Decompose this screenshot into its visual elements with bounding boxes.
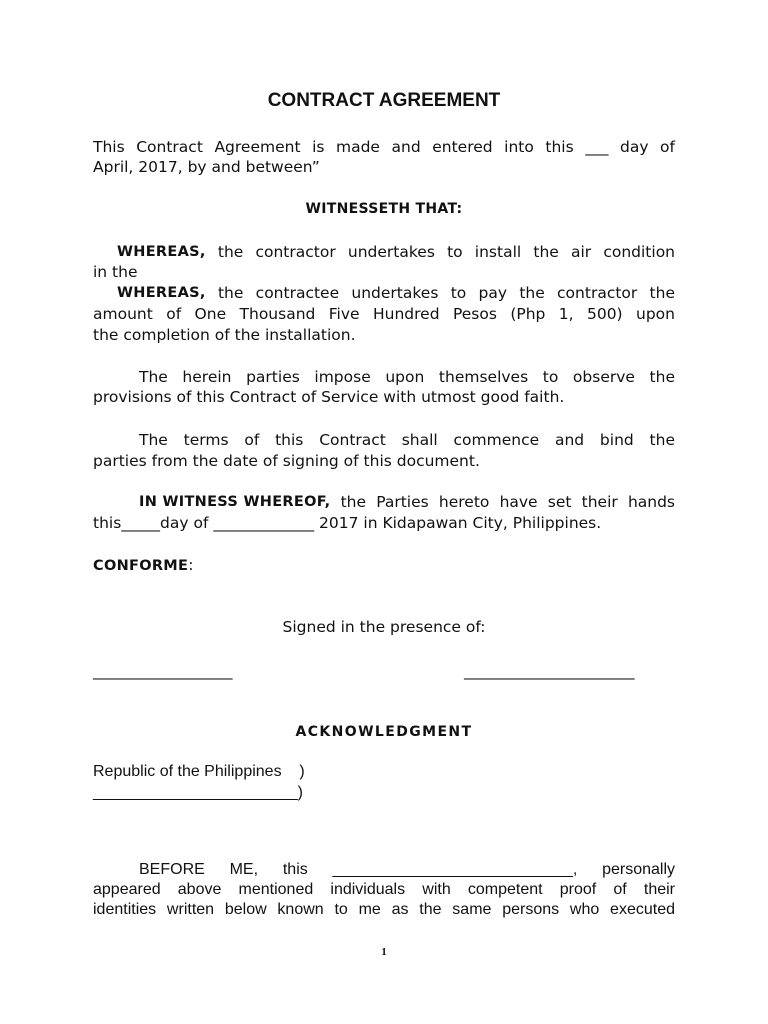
whereas-2-line-1 <box>117 283 675 303</box>
witness-line-2: this_____day of _____________ 2017 in Kidapawan City, Philippines. <box>93 514 602 532</box>
witness-label: IN WITNESS WHEREOF, <box>139 494 331 510</box>
witness-text: the Parties hereto have set their hands <box>330 493 675 511</box>
signed-presence-text: Signed in the presence of: <box>282 618 486 636</box>
terms-line-2: parties from the date of signing of this document. <box>93 452 480 470</box>
whereas-1-text: the contractor undertakes to install the air condition <box>205 243 675 261</box>
before-me-line-3: identities written below known to me as the same persons who executed <box>93 901 675 918</box>
acknowledgment-heading: ACKNOWLEDGMENT <box>295 724 473 740</box>
page-number: 1 <box>381 946 387 958</box>
before-me-line-1: BEFORE ME, this ___________________________, personally <box>139 861 675 878</box>
signature-line-left: __________________ <box>93 662 233 680</box>
whereas-2-line-2: amount of One Thousand Five Hundred Pesos (Php 1, 500) upon <box>93 305 675 323</box>
conforme-colon: : <box>188 556 194 574</box>
republic-line-2: _______________________) <box>93 784 303 801</box>
whereas-2-label: WHEREAS, <box>117 285 206 301</box>
whereas-1-line-2: in the <box>93 263 138 281</box>
witness-line-1 <box>139 492 675 512</box>
impose-line-1: The herein parties impose upon themselves to observe the <box>139 368 675 386</box>
before-me-line-2: appeared above mentioned individuals with competent proof of their <box>93 881 675 898</box>
impose-line-2: provisions of this Contract of Service with utmost good faith. <box>93 388 565 406</box>
terms-line-1: The terms of this Contract shall commence and bind the <box>139 431 675 449</box>
intro-line-1: This Contract Agreement is made and entered into this ___ day of <box>93 138 675 156</box>
republic-line-1: Republic of the Philippines ) <box>93 763 305 780</box>
document-title: CONTRACT AGREEMENT <box>267 90 501 111</box>
signature-line-right: ______________________ <box>464 662 635 680</box>
whereas-1-line-1 <box>117 242 675 262</box>
whereas-2-line-3: the completion of the installation. <box>93 326 356 344</box>
whereas-1-label: WHEREAS, <box>117 244 206 260</box>
witnesseth-heading: WITNESSETH THAT: <box>305 201 463 217</box>
intro-line-2: April, 2017, by and between” <box>93 158 320 176</box>
conforme-label: CONFORME <box>93 558 189 574</box>
conforme-heading <box>93 555 193 576</box>
whereas-2-text: the contractee undertakes to pay the contractor the <box>205 284 675 302</box>
